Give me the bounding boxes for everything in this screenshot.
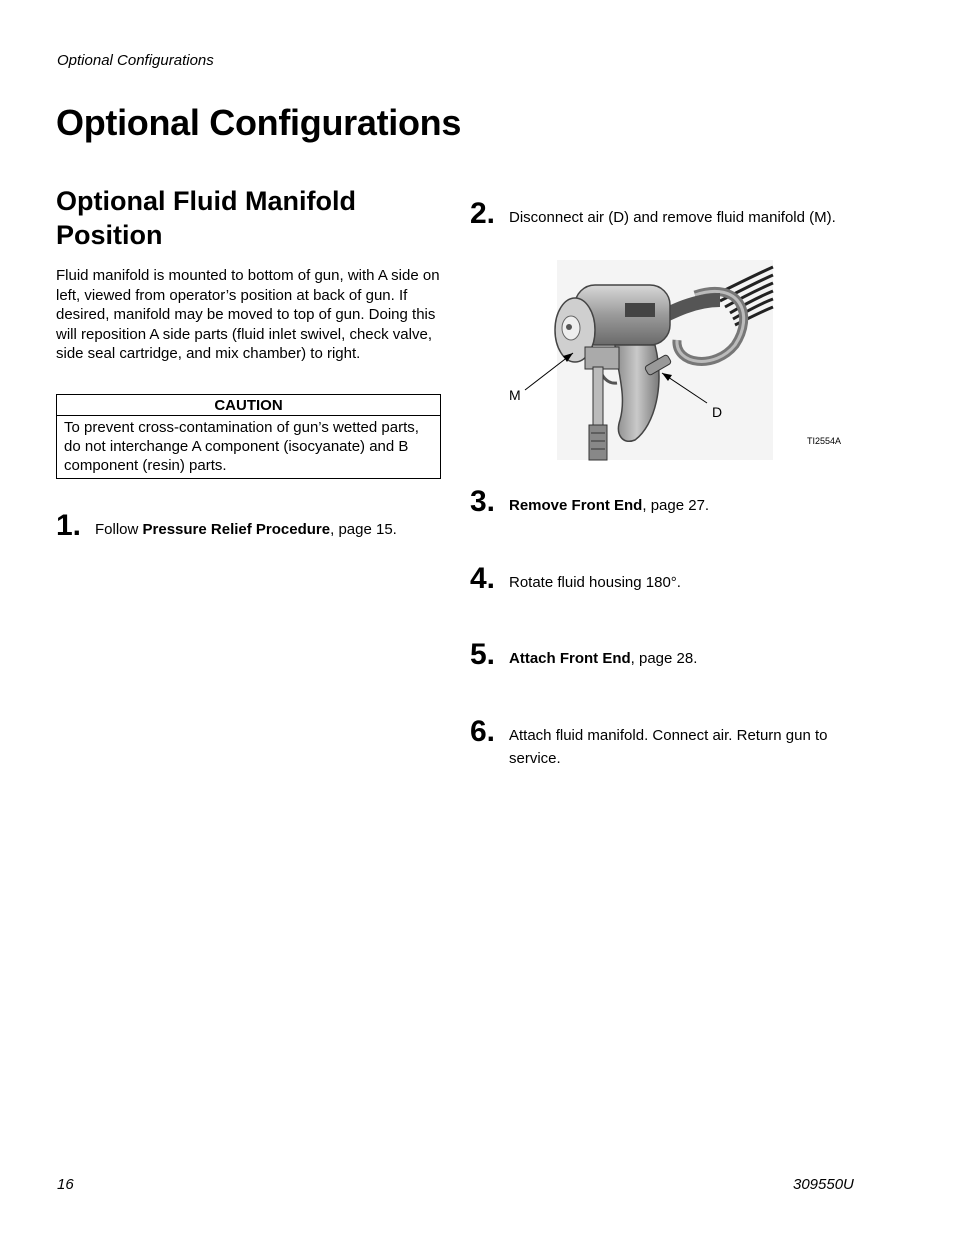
step-link: Pressure Relief Procedure	[142, 521, 331, 538]
step-number: 4.	[470, 562, 496, 595]
label-d: D	[712, 404, 723, 420]
intro-paragraph: Fluid manifold is mounted to bottom of gun, with A side on left, viewed from operator’s position at back of gun. If desired, manifold may be moved to top of gun. Doing this will reposition A side parts (fluid inlet swivel, check valve, side seal cartridge, and mix chamber) to right.	[56, 267, 440, 362]
footer-page-number: 16	[57, 1176, 74, 1193]
running-header: Optional Configurations	[57, 52, 214, 69]
step-text: Follow Pressure Relief Procedure, page 15.	[95, 521, 397, 538]
step-link: Attach Front End	[509, 650, 631, 667]
step-text: Disconnect air (D) and remove fluid manifold (M).	[509, 209, 836, 226]
spray-gun-illustration	[505, 255, 850, 465]
step-text: Attach fluid manifold. Connect air. Return gun to service.	[509, 727, 828, 767]
figure-id: TI2554A	[807, 436, 842, 446]
step-text: Rotate fluid housing 180°.	[509, 574, 681, 591]
step-1	[56, 511, 446, 551]
step-2	[470, 199, 870, 239]
caution-text: To prevent cross-contamination of gun’s wetted parts, do not interchange A component (isocyanate) and B component (resin) parts.	[64, 419, 419, 474]
spray-gun-figure	[505, 255, 850, 465]
caution-box	[56, 394, 441, 479]
step-text: Attach Front End, page 28.	[509, 650, 698, 667]
step-number: 2.	[470, 197, 496, 230]
step-5	[470, 640, 870, 680]
label-m: M	[509, 387, 521, 403]
footer-doc-number: 309550U	[793, 1176, 854, 1193]
step-3	[470, 487, 870, 527]
step-number: 3.	[470, 485, 496, 518]
step-number: 6.	[470, 715, 496, 748]
fluid-manifold	[585, 347, 619, 369]
section-title: Optional Fluid Manifold Position	[56, 186, 356, 250]
step-text: Remove Front End, page 27.	[509, 497, 710, 514]
step-number: 5.	[470, 638, 496, 671]
step-4	[470, 564, 870, 604]
step-link: Remove Front End	[509, 497, 643, 514]
step-6	[470, 717, 870, 777]
page-title: Optional Configurations	[56, 102, 462, 143]
step-number: 1.	[56, 509, 82, 542]
caution-heading: CAUTION	[57, 395, 440, 416]
